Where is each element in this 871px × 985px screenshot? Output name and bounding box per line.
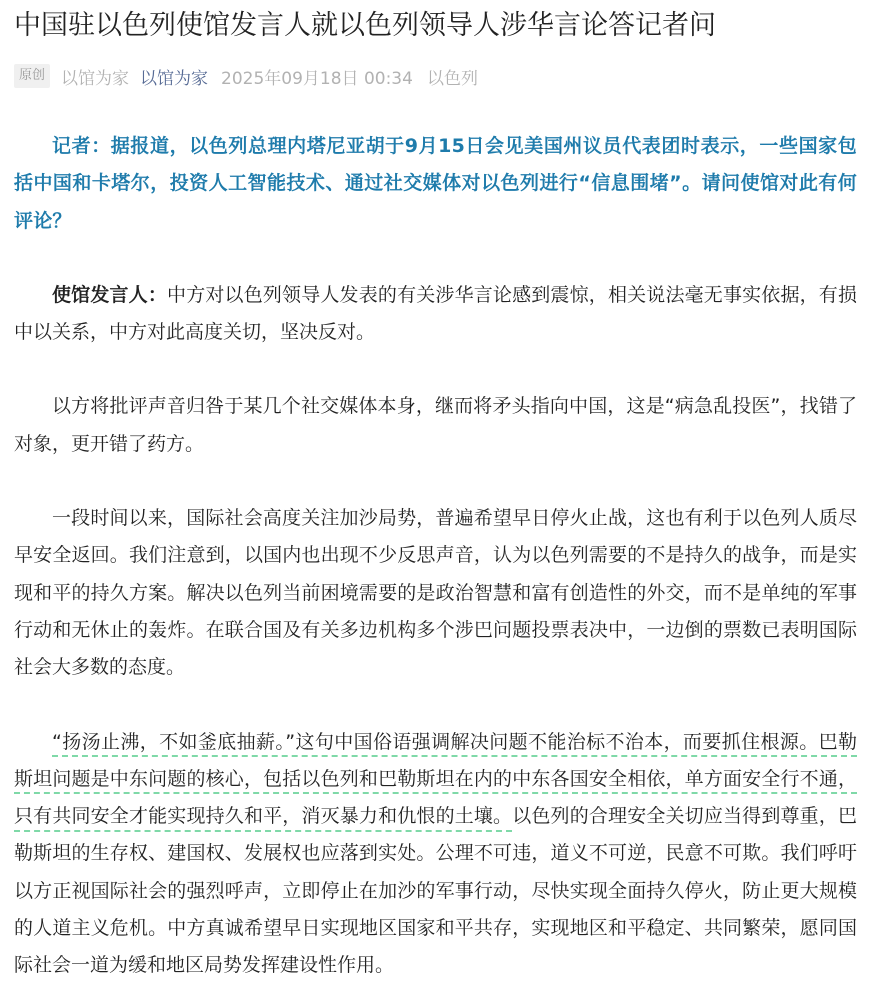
article-body [14,128,857,985]
publish-location: 以色列 [426,68,478,89]
author-link[interactable]: 以馆为家 [140,68,209,89]
highlighted-text: “扬汤止沸，不如釜底抽薪。”这句中国俗语强调解决问题不能治标不治本，而要抓住根源。巴勒斯坦问题是中东问题的核心，包括以色列和巴勒斯坦在内的中东各国安全相依，单方面安全行不通，只有共同安全才能实现持久和平，消灭暴力和仇恨的土壤。 [14,730,857,828]
article-title: 中国驻以色列使馆发言人就以色列领导人涉华言论答记者问 [14,10,716,41]
publish-date: 2025年09月18日 00:34 [221,68,413,89]
body-paragraph [14,724,857,985]
body-paragraph: 以方将批评声音归咎于某几个社交媒体本身，继而将矛头指向中国，这是“病急乱投医”，找错了对象，更开错了药方。 [14,395,857,455]
article-meta [14,62,857,90]
body-text: 以色列的合理安全关切应当得到尊重，巴勒斯坦的生存权、建国权、发展权也应落到实处。公理不可违，道义不可逆，民意不可欺。我们呼吁以方正视国际社会的强烈呼声，立即停止在加沙的军事行动，尽快实现全面持久停火，防止更大规模的人道主义危机。中方真诚希望早日实现地区国家和平共存，实现地区和平稳定、共同繁荣，愿同国际社会一道为缓和地区局势发挥建设性作用。 [14,805,857,977]
source-name: 以馆为家 [61,68,130,89]
original-badge: 原创 [14,64,50,88]
speaker-label: 使馆发言人： [52,283,168,306]
body-paragraph: 一段时间以来，国际社会高度关注加沙局势，普遍希望早日停火止战，这也有利于以色列人质尽早安全返回。我们注意到，以国内也出现不少反思声音，认为以色列需要的不是持久的战争，而是实现和平的持久方案。解决以色列当前困境需要的是政治智慧和富有创造性的外交，而不是单纯的军事行动和无休止的轰炸。在联合国及有关多边机构多个涉巴问题投票表决中，一边倒的票数已表明国际社会大多数的态度。 [14,507,857,679]
answer-text: 中方对以色列领导人发表的有关涉华言论感到震惊，相关说法毫无事实依据，有损中以关系，中方对此高度关切，坚决反对。 [14,283,857,344]
reporter-question: 记者：据报道，以色列总理内塔尼亚胡于9月15日会见美国州议员代表团时表示，一些国家包括中国和卡塔尔，投资人工智能技术、通过社交媒体对以色列进行“信息围堵”。请问使馆对此有何评论？ [14,135,857,232]
spokesperson-answer [14,277,857,352]
